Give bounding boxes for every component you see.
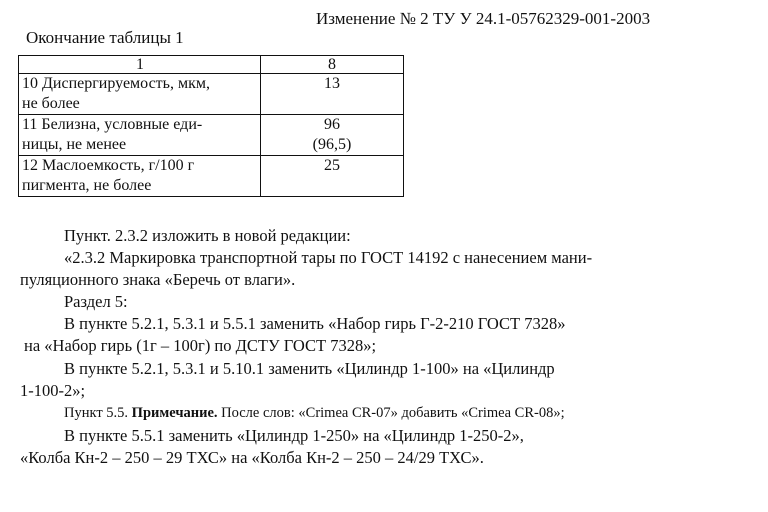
body-paragraph: В пункте 5.5.1 заменить «Цилиндр 1-250» на «Цилиндр 1-250-2», bbox=[64, 426, 524, 445]
property-name-line: не более bbox=[22, 95, 80, 112]
property-name-cell bbox=[19, 74, 261, 115]
table-row bbox=[19, 115, 404, 156]
property-name-line: ницы, не менее bbox=[22, 136, 127, 153]
property-name-cell bbox=[19, 156, 261, 197]
property-value-cell bbox=[261, 156, 404, 197]
table-header-row bbox=[19, 56, 404, 74]
body-paragraph bbox=[64, 405, 565, 422]
body-paragraph: «2.3.2 Маркировка транспортной тары по ГОСТ 14192 с нанесением мани- bbox=[64, 248, 593, 267]
column-header-8: 8 bbox=[261, 56, 404, 74]
body-paragraph: пуляционного знака «Беречь от влаги». bbox=[20, 270, 296, 289]
body-paragraph: В пункте 5.2.1, 5.3.1 и 5.5.1 заменить «Набор гирь Г-2-210 ГОСТ 7328» bbox=[64, 314, 566, 333]
table-row bbox=[19, 74, 404, 115]
document-header: Изменение № 2 ТУ У 24.1-05762329-001-2003 bbox=[316, 9, 651, 28]
property-name-line: 12 Маслоемкость, г/100 г bbox=[22, 157, 195, 174]
note-text: После слов: «Crimea CR-07» добавить «Crimea CR-08»; bbox=[221, 405, 565, 421]
property-value: 13 bbox=[324, 75, 340, 92]
body-paragraph: на «Набор гирь (1г – 100г) по ДСТУ ГОСТ 7328»; bbox=[24, 336, 377, 355]
properties-table bbox=[18, 55, 404, 197]
table-caption: Окончание таблицы 1 bbox=[26, 28, 184, 47]
property-value-alt: (96,5) bbox=[312, 136, 352, 153]
section-heading: Раздел 5: bbox=[64, 292, 128, 311]
property-value: 96 bbox=[324, 116, 340, 133]
body-paragraph: В пункте 5.2.1, 5.3.1 и 5.10.1 заменить «Цилиндр 1-100» на «Цилиндр bbox=[64, 359, 555, 378]
property-value-cell bbox=[261, 74, 404, 115]
property-value-cell bbox=[261, 115, 404, 156]
body-paragraph: «Колба Кн-2 – 250 – 29 ТХС» на «Колба Кн-2 – 250 – 24/29 ТХС». bbox=[20, 448, 484, 467]
column-header-1: 1 bbox=[19, 56, 261, 74]
property-name-line: пигмента, не более bbox=[22, 177, 152, 194]
body-paragraph: Пункт. 2.3.2 изложить в новой редакции: bbox=[64, 226, 351, 245]
property-name-line: 10 Диспергируемость, мкм, bbox=[22, 75, 210, 92]
body-paragraph: 1-100-2»; bbox=[20, 381, 86, 400]
note-bold: Примечание. bbox=[131, 405, 218, 421]
note-prefix: Пункт 5.5. bbox=[64, 405, 129, 421]
property-name-cell bbox=[19, 115, 261, 156]
property-value: 25 bbox=[324, 157, 340, 174]
property-name-line: 11 Белизна, условные еди- bbox=[22, 116, 203, 133]
table-row bbox=[19, 156, 404, 197]
